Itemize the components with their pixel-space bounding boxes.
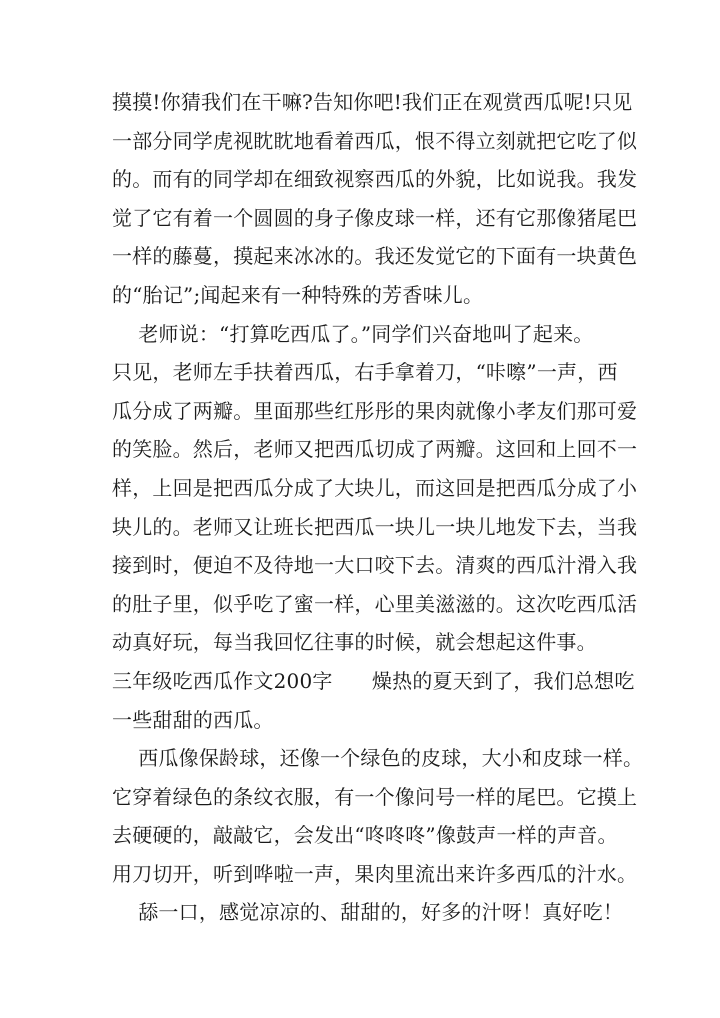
article-body [112,83,644,932]
text-line: 的肚子里，似乎吃了蜜一样，心里美滋滋的。这次吃西瓜活 [112,591,638,616]
text-line: 老师说：“打算吃西瓜了。”同学们兴奋地叫了起来。 [112,321,594,346]
text-line: 只见，老师左手扶着西瓜，右手拿着刀，“咔嚓”一声，西 [112,360,618,385]
text-line: 瓜分成了两瓣。里面那些红彤彤的果肉就像小孝友们那可爱 [112,398,638,423]
text-line: 用刀切开，听到哗啦一声，果肉里流出来许多西瓜的汁水。 [112,861,638,886]
text-line: 舔一口，感觉凉凉的、甜甜的，好多的汁呀！真好吃！ [112,900,624,925]
text-line: 一样的藤蔓，摸起来冰冰的。我还发觉它的下面有一块黄色 [112,244,638,269]
text-line: 块儿的。老师又让班长把西瓜一块儿一块儿地发下去，当我 [112,514,638,539]
text-line: 一部分同学虎视眈眈地看着西瓜，恨不得立刻就把它吃了似 [112,128,638,153]
text-line: 一些甜甜的西瓜。 [112,707,274,732]
text-line: 的“胎记”;闻起来有一种特殊的芳香味儿。 [112,282,484,307]
text-line: 去硬硬的，敲敲它，会发出“咚咚咚”像鼓声一样的声音。 [112,823,618,848]
text-line: 西瓜像保龄球，还像一个绿色的皮球，大小和皮球一样。 [112,746,644,771]
text-line: 三年级吃西瓜作文200字 燥热的夏天到了，我们总想吃 [112,668,635,693]
text-line: 的。而有的同学却在细致视察西瓜的外貌，比如说我。我发 [112,167,638,192]
text-line: 觉了它有着一个圆圆的身子像皮球一样，还有它那像猪尾巴 [112,205,638,230]
text-line: 样，上回是把西瓜分成了大块儿，而这回是把西瓜分成了小 [112,475,638,500]
text-line: 的笑脸。然后，老师又把西瓜切成了两瓣。这回和上回不一 [112,437,638,462]
text-line: 动真好玩，每当我回忆往事的时候，就会想起这件事。 [112,630,597,655]
text-line: 接到时，便迫不及待地一大口咬下去。清爽的西瓜汁滑入我 [112,553,638,578]
text-line: 摸摸!你猜我们在干嘛?告知你吧!我们正在观赏西瓜呢!只见 [112,90,633,114]
text-line: 它穿着绿色的条纹衣服，有一个像问号一样的尾巴。它摸上 [112,784,638,809]
